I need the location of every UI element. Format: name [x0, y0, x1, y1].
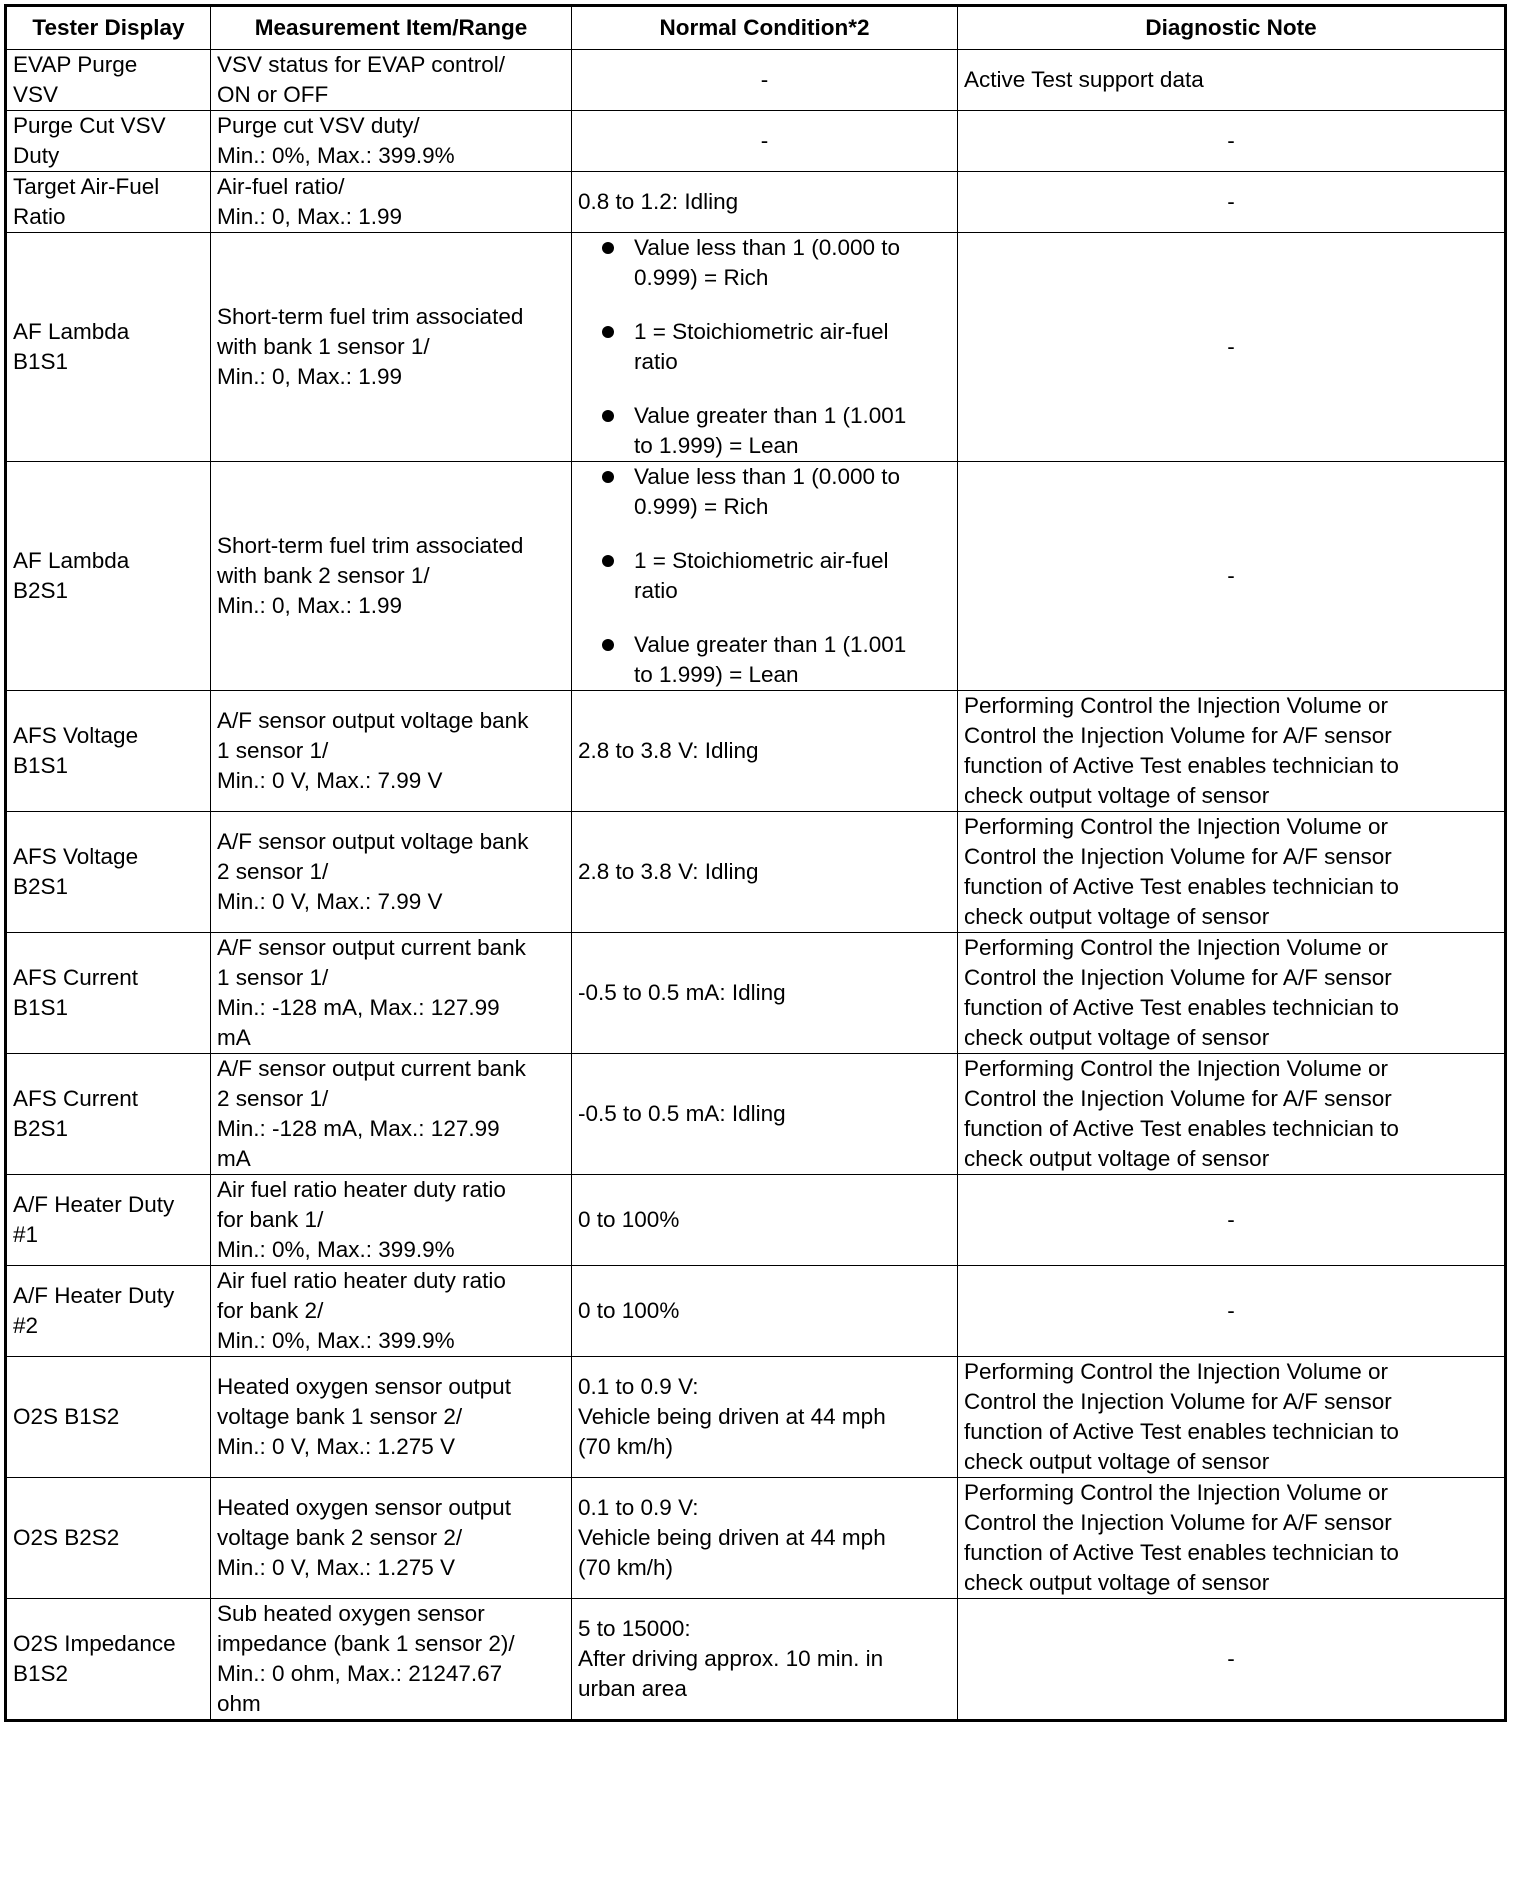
- measurement-cell-line: impedance (bank 1 sensor 2)/: [217, 1631, 515, 1656]
- table-row: [6, 1266, 1506, 1357]
- table-row: [6, 50, 1506, 111]
- bullet-item-line: Value greater than 1 (1.001: [634, 403, 907, 428]
- tester-display-cell-line: A/F Heater Duty: [13, 1283, 175, 1308]
- tester-display-cell: [6, 1357, 211, 1478]
- diagnostic-note-cell-line: check output voltage of sensor: [964, 783, 1270, 808]
- bullet-item-line: 0.999) = Rich: [634, 494, 769, 519]
- bullet-item-line: to 1.999) = Lean: [634, 433, 799, 458]
- tester-display-cell: [6, 1266, 211, 1357]
- normal-condition-cell: [572, 1175, 958, 1266]
- measurement-cell-line: Min.: 0, Max.: 1.99: [217, 593, 403, 618]
- diagnostic-note-cell: [958, 691, 1506, 812]
- normal-condition-cell: [572, 50, 958, 111]
- normal-condition-cell: [572, 233, 958, 462]
- measurement-cell-line: Sub heated oxygen sensor: [217, 1601, 485, 1626]
- normal-condition-cell-line: 5 to 15000:: [578, 1616, 691, 1641]
- tester-display-cell-line: O2S B2S2: [13, 1525, 120, 1550]
- normal-condition-cell-line: After driving approx. 10 min. in: [578, 1646, 884, 1671]
- measurement-cell-line: Short-term fuel trim associated: [217, 533, 524, 558]
- tester-display-cell-line: A/F Heater Duty: [13, 1192, 175, 1217]
- normal-condition-cell: [572, 111, 958, 172]
- tester-display-cell-line: AFS Current: [13, 965, 139, 990]
- measurement-cell-line: Min.: 0%, Max.: 399.9%: [217, 1328, 455, 1353]
- measurement-cell-line: for bank 1/: [217, 1207, 324, 1232]
- diagnostic-note-cell: [958, 1175, 1506, 1266]
- measurement-cell-line: Heated oxygen sensor output: [217, 1495, 511, 1520]
- measurement-cell-line: A/F sensor output voltage bank: [217, 829, 529, 854]
- diagnostic-note-cell-line: Control the Injection Volume for A/F sensor: [964, 1510, 1392, 1535]
- normal-condition-cell-line: 2.8 to 3.8 V: Idling: [578, 859, 759, 884]
- bullet-item-line: ratio: [634, 349, 678, 374]
- diagnostic-note-cell-line: check output voltage of sensor: [964, 1570, 1270, 1595]
- measurement-cell-line: 1 sensor 1/: [217, 965, 329, 990]
- header-diagnostic-note: Diagnostic Note: [958, 6, 1506, 50]
- table-row: [6, 812, 1506, 933]
- normal-condition-cell: [572, 1478, 958, 1599]
- diagnostic-note-cell-line: -: [1227, 189, 1235, 214]
- tester-display-cell: [6, 812, 211, 933]
- measurement-cell-line: 2 sensor 1/: [217, 859, 329, 884]
- bullet-item-line: to 1.999) = Lean: [634, 662, 799, 687]
- diagnostic-note-cell: [958, 111, 1506, 172]
- normal-condition-cell-line: 0.1 to 0.9 V:: [578, 1374, 699, 1399]
- tester-display-cell-line: Duty: [13, 143, 60, 168]
- normal-condition-cell-line: -: [760, 128, 769, 153]
- normal-condition-cell: [572, 462, 958, 691]
- table-body: [6, 50, 1506, 1721]
- measurement-cell-line: mA: [217, 1146, 251, 1171]
- tester-display-cell-line: Target Air-Fuel: [13, 174, 160, 199]
- normal-condition-list: [578, 462, 951, 690]
- tester-display-cell-line: AF Lambda: [13, 548, 130, 573]
- bullet-item-line: 1 = Stoichiometric air-fuel: [634, 319, 889, 344]
- data-list-table: [4, 4, 1507, 1722]
- tester-display-cell-line: O2S B1S2: [13, 1404, 120, 1429]
- measurement-cell-line: 2 sensor 1/: [217, 1086, 329, 1111]
- tester-display-cell-line: B1S1: [13, 753, 69, 778]
- diagnostic-note-cell: [958, 462, 1506, 691]
- table-row: [6, 462, 1506, 691]
- normal-condition-cell: [572, 1357, 958, 1478]
- measurement-cell-line: ON or OFF: [217, 82, 329, 107]
- normal-condition-cell-line: 0 to 100%: [578, 1298, 680, 1323]
- measurement-cell-line: with bank 1 sensor 1/: [217, 334, 430, 359]
- bullet-item: [578, 546, 951, 606]
- measurement-cell-line: Min.: 0 ohm, Max.: 21247.67: [217, 1661, 503, 1686]
- tester-display-cell-line: B2S1: [13, 1116, 69, 1141]
- tester-display-cell: [6, 111, 211, 172]
- diagnostic-note-cell-line: Control the Injection Volume for A/F sensor: [964, 844, 1392, 869]
- measurement-cell-line: Min.: 0%, Max.: 399.9%: [217, 1237, 455, 1262]
- normal-condition-list: [578, 233, 951, 461]
- measurement-cell: [211, 233, 572, 462]
- measurement-cell-line: voltage bank 1 sensor 2/: [217, 1404, 463, 1429]
- tester-display-cell-line: #1: [13, 1222, 39, 1247]
- diagnostic-note-cell-line: function of Active Test enables technician to: [964, 1116, 1399, 1141]
- diagnostic-note-cell-line: function of Active Test enables technician to: [964, 1540, 1399, 1565]
- tester-display-cell: [6, 1599, 211, 1721]
- normal-condition-cell-line: Vehicle being driven at 44 mph: [578, 1525, 886, 1550]
- bullet-item: [578, 630, 951, 690]
- header-normal-condition: Normal Condition*2: [572, 6, 958, 50]
- normal-condition-cell: [572, 172, 958, 233]
- measurement-cell-line: Air fuel ratio heater duty ratio: [217, 1268, 506, 1293]
- diagnostic-note-cell-line: Control the Injection Volume for A/F sensor: [964, 723, 1392, 748]
- table-header-row: [6, 6, 1506, 50]
- diagnostic-note-cell-line: function of Active Test enables technician to: [964, 995, 1399, 1020]
- tester-display-cell: [6, 1478, 211, 1599]
- measurement-cell-line: Min.: 0 V, Max.: 7.99 V: [217, 768, 443, 793]
- diagnostic-note-cell: [958, 1357, 1506, 1478]
- measurement-cell: [211, 1266, 572, 1357]
- tester-display-cell-line: B1S1: [13, 349, 69, 374]
- table-row: [6, 933, 1506, 1054]
- measurement-cell-line: Purge cut VSV duty/: [217, 113, 420, 138]
- document-page: [4, 4, 1504, 1722]
- tester-display-cell-line: Ratio: [13, 204, 66, 229]
- diagnostic-note-cell-line: -: [1227, 128, 1235, 153]
- normal-condition-cell-line: (70 km/h): [578, 1434, 674, 1459]
- measurement-cell: [211, 1357, 572, 1478]
- diagnostic-note-cell-line: Performing Control the Injection Volume or: [964, 693, 1388, 718]
- diagnostic-note-cell-line: Control the Injection Volume for A/F sensor: [964, 965, 1392, 990]
- tester-display-cell: [6, 233, 211, 462]
- diagnostic-note-cell: [958, 812, 1506, 933]
- tester-display-cell: [6, 1175, 211, 1266]
- measurement-cell: [211, 1175, 572, 1266]
- measurement-cell-line: Air-fuel ratio/: [217, 174, 345, 199]
- tester-display-cell: [6, 1054, 211, 1175]
- tester-display-cell-line: B1S2: [13, 1661, 69, 1686]
- bullet-item: [578, 233, 951, 293]
- measurement-cell: [211, 933, 572, 1054]
- diagnostic-note-cell-line: check output voltage of sensor: [964, 1025, 1270, 1050]
- diagnostic-note-cell: [958, 1599, 1506, 1721]
- diagnostic-note-cell-line: check output voltage of sensor: [964, 1146, 1270, 1171]
- table-row: [6, 233, 1506, 462]
- table-row: [6, 172, 1506, 233]
- table-row: [6, 1478, 1506, 1599]
- measurement-cell-line: voltage bank 2 sensor 2/: [217, 1525, 463, 1550]
- measurement-cell-line: Min.: -128 mA, Max.: 127.99: [217, 1116, 500, 1141]
- table-row: [6, 1054, 1506, 1175]
- bullet-item-line: ratio: [634, 578, 678, 603]
- measurement-cell-line: Min.: 0 V, Max.: 1.275 V: [217, 1434, 456, 1459]
- normal-condition-cell-line: Vehicle being driven at 44 mph: [578, 1404, 886, 1429]
- diagnostic-note-cell: [958, 1478, 1506, 1599]
- diagnostic-note-cell-line: -: [1227, 334, 1235, 359]
- diagnostic-note-cell-line: function of Active Test enables technician to: [964, 753, 1399, 778]
- bullet-item: [578, 462, 951, 522]
- measurement-cell-line: Min.: 0 V, Max.: 1.275 V: [217, 1555, 456, 1580]
- diagnostic-note-cell: [958, 233, 1506, 462]
- diagnostic-note-cell-line: -: [1227, 1646, 1235, 1671]
- measurement-cell: [211, 50, 572, 111]
- tester-display-cell-line: AFS Voltage: [13, 723, 139, 748]
- tester-display-cell-line: B2S1: [13, 874, 69, 899]
- diagnostic-note-cell-line: Performing Control the Injection Volume or: [964, 935, 1388, 960]
- diagnostic-note-cell-line: -: [1227, 1207, 1235, 1232]
- normal-condition-cell-line: 0.1 to 0.9 V:: [578, 1495, 699, 1520]
- tester-display-cell-line: O2S Impedance: [13, 1631, 176, 1656]
- measurement-cell: [211, 111, 572, 172]
- diagnostic-note-cell: [958, 933, 1506, 1054]
- diagnostic-note-cell: [958, 1266, 1506, 1357]
- bullet-item-line: 1 = Stoichiometric air-fuel: [634, 548, 889, 573]
- bullet-item-line: 0.999) = Rich: [634, 265, 769, 290]
- measurement-cell-line: ohm: [217, 1691, 261, 1716]
- measurement-cell-line: A/F sensor output current bank: [217, 935, 526, 960]
- normal-condition-cell: [572, 691, 958, 812]
- measurement-cell-line: Min.: 0, Max.: 1.99: [217, 364, 403, 389]
- tester-display-cell: [6, 691, 211, 812]
- tester-display-cell-line: #2: [13, 1313, 39, 1338]
- diagnostic-note-cell-line: Performing Control the Injection Volume or: [964, 814, 1388, 839]
- tester-display-cell: [6, 933, 211, 1054]
- header-tester-display: Tester Display: [6, 6, 211, 50]
- measurement-cell-line: Air fuel ratio heater duty ratio: [217, 1177, 506, 1202]
- diagnostic-note-cell-line: Active Test support data: [964, 67, 1204, 92]
- normal-condition-cell: [572, 812, 958, 933]
- diagnostic-note-cell-line: Performing Control the Injection Volume or: [964, 1480, 1388, 1505]
- normal-condition-cell: [572, 1266, 958, 1357]
- measurement-cell: [211, 462, 572, 691]
- table-row: [6, 1357, 1506, 1478]
- header-measurement-item: Measurement Item/Range: [211, 6, 572, 50]
- measurement-cell-line: Min.: 0%, Max.: 399.9%: [217, 143, 455, 168]
- bullet-item: [578, 317, 951, 377]
- measurement-cell: [211, 691, 572, 812]
- bullet-item-line: Value less than 1 (0.000 to: [634, 235, 901, 260]
- bullet-item-line: Value less than 1 (0.000 to: [634, 464, 901, 489]
- normal-condition-cell-line: -0.5 to 0.5 mA: Idling: [578, 980, 786, 1005]
- measurement-cell-line: Min.: 0, Max.: 1.99: [217, 204, 403, 229]
- measurement-cell-line: A/F sensor output voltage bank: [217, 708, 529, 733]
- diagnostic-note-cell-line: check output voltage of sensor: [964, 904, 1270, 929]
- normal-condition-cell-line: 0.8 to 1.2: Idling: [578, 189, 739, 214]
- measurement-cell-line: Min.: 0 V, Max.: 7.99 V: [217, 889, 443, 914]
- measurement-cell-line: 1 sensor 1/: [217, 738, 329, 763]
- diagnostic-note-cell-line: function of Active Test enables technician to: [964, 874, 1399, 899]
- diagnostic-note-cell-line: check output voltage of sensor: [964, 1449, 1270, 1474]
- measurement-cell-line: VSV status for EVAP control/: [217, 52, 506, 77]
- measurement-cell: [211, 1478, 572, 1599]
- measurement-cell-line: A/F sensor output current bank: [217, 1056, 526, 1081]
- diagnostic-note-cell-line: -: [1227, 563, 1235, 588]
- tester-display-cell-line: Purge Cut VSV: [13, 113, 166, 138]
- tester-display-cell-line: AFS Voltage: [13, 844, 139, 869]
- diagnostic-note-cell-line: Control the Injection Volume for A/F sensor: [964, 1389, 1392, 1414]
- table-row: [6, 1175, 1506, 1266]
- tester-display-cell-line: AFS Current: [13, 1086, 139, 1111]
- measurement-cell: [211, 1054, 572, 1175]
- tester-display-cell-line: B1S1: [13, 995, 69, 1020]
- measurement-cell-line: with bank 2 sensor 1/: [217, 563, 430, 588]
- measurement-cell-line: Short-term fuel trim associated: [217, 304, 524, 329]
- normal-condition-cell: [572, 1054, 958, 1175]
- measurement-cell-line: Heated oxygen sensor output: [217, 1374, 511, 1399]
- tester-display-cell-line: B2S1: [13, 578, 69, 603]
- tester-display-cell-line: AF Lambda: [13, 319, 130, 344]
- diagnostic-note-cell-line: Control the Injection Volume for A/F sensor: [964, 1086, 1392, 1111]
- tester-display-cell: [6, 172, 211, 233]
- table-row: [6, 111, 1506, 172]
- bullet-item: [578, 401, 951, 461]
- diagnostic-note-cell-line: Performing Control the Injection Volume or: [964, 1056, 1388, 1081]
- bullet-item-line: Value greater than 1 (1.001: [634, 632, 907, 657]
- diagnostic-note-cell: [958, 1054, 1506, 1175]
- measurement-cell-line: for bank 2/: [217, 1298, 324, 1323]
- measurement-cell: [211, 172, 572, 233]
- table-row: [6, 1599, 1506, 1721]
- normal-condition-cell: [572, 1599, 958, 1721]
- tester-display-cell: [6, 50, 211, 111]
- normal-condition-cell: [572, 933, 958, 1054]
- measurement-cell: [211, 812, 572, 933]
- normal-condition-cell-line: -: [760, 67, 769, 92]
- diagnostic-note-cell: [958, 50, 1506, 111]
- diagnostic-note-cell-line: -: [1227, 1298, 1235, 1323]
- diagnostic-note-cell-line: function of Active Test enables technician to: [964, 1419, 1399, 1444]
- tester-display-cell-line: VSV: [13, 82, 59, 107]
- diagnostic-note-cell: [958, 172, 1506, 233]
- normal-condition-cell-line: 2.8 to 3.8 V: Idling: [578, 738, 759, 763]
- normal-condition-cell-line: -0.5 to 0.5 mA: Idling: [578, 1101, 786, 1126]
- normal-condition-cell-line: (70 km/h): [578, 1555, 674, 1580]
- tester-display-cell-line: EVAP Purge: [13, 52, 138, 77]
- measurement-cell: [211, 1599, 572, 1721]
- table-row: [6, 691, 1506, 812]
- measurement-cell-line: Min.: -128 mA, Max.: 127.99: [217, 995, 500, 1020]
- tester-display-cell: [6, 462, 211, 691]
- measurement-cell-line: mA: [217, 1025, 251, 1050]
- normal-condition-cell-line: 0 to 100%: [578, 1207, 680, 1232]
- diagnostic-note-cell-line: Performing Control the Injection Volume or: [964, 1359, 1388, 1384]
- normal-condition-cell-line: urban area: [578, 1676, 687, 1701]
